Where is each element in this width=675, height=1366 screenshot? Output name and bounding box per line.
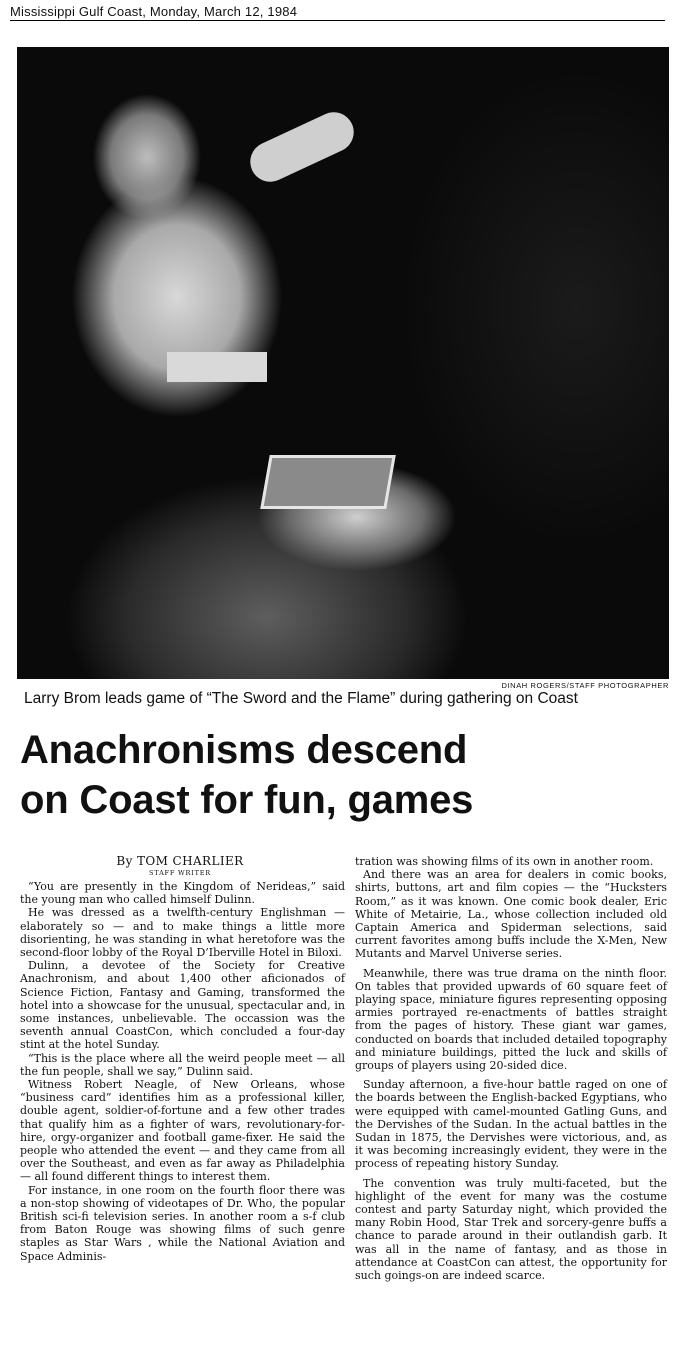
photo-box <box>167 352 267 382</box>
headline-line-1: Anachronisms descend <box>20 728 468 772</box>
paragraph: Witness Robert Neagle, of New Orleans, whose “business card” identifies him as a professional killer, double agent, soldier-of-fortune and a few other trades that qualify him as a fighter of wars, revolutionary-for-hire, orgy-organizer and football game-fixer. He said the people who attended the event — and they came from all over the Southeast, and even as far away as Philadelphia — all found different things to interest them. <box>20 1078 345 1184</box>
paragraph: Sunday afternoon, a five-hour battle raged on one of the boards between the English-backed Egyptians, who were equipped with camel-mounted Gatling Guns, and the Dervishes of the Sudan. In the actual battles in the Sudan in 1875, the Dervishes were victorious, and, as it was becoming increasingly evident, they were in the process of repeating history Sunday. <box>355 1078 667 1171</box>
paragraph: He was dressed as a twelfth-century Englishman — elaborately so — and to make things a little more disorienting, he was standing in what heretofore was the second-floor lobby of the Royal D’Iberville Hotel in Biloxi. <box>20 906 345 960</box>
headline <box>20 725 670 825</box>
paragraph: tration was showing films of its own in another room. <box>355 855 654 868</box>
paragraph: Dulinn, a devotee of the Society for Creative Anachronism, and about 1,400 other aficionados of Science Fiction, Fantasy and Gaming, transformed the hotel into a showcase for the unusual, spectacular and, in some instances, unbelievable. The occassion was the seventh annual CoastCon, which concluded a four-day stint at the hotel Sunday. <box>20 959 345 1052</box>
paragraph: For instance, in one room on the fourth floor there was a non-stop showing of videotapes of Dr. Who, the popular British sci-fi television series. In another room a s-f club from Baton Rouge was showing films of such genre staples as Star Wars , while the National Aviation and Space Adminis- <box>20 1183 345 1263</box>
photo-credit: DINAH ROGERS/STAFF PHOTOGRAPHER <box>501 681 669 690</box>
masthead-rule <box>10 20 665 21</box>
paragraph: Meanwhile, there was true drama on the ninth floor. On tables that provided upwards of 60 square feet of playing space, miniature figures representing opposing armies portrayed re-enactments of battles straight from the pages of history. These giant war games, conducted on boards that included detailed topography and miniature buildings, pitted the luck and skills of groups of players using 20-sided dice. <box>355 966 667 1073</box>
byline-title: STAFF WRITER <box>149 869 211 877</box>
paragraph: “This is the place where all the weird people meet — all the fun people, shall we say,” Dulinn said. <box>20 1051 345 1078</box>
byline: By TOM CHARLIER <box>116 854 244 868</box>
article-column-right <box>355 855 667 1282</box>
paragraph: And there was an area for dealers in comic books, shirts, buttons, art and film copies — the “Hucksters Room,” as it was known. One comic book dealer, Eric White of Metairie, La., whose collection included old Captain America and Spiderman selections, said current favorites among buffs include the X-Men, New Mutants and Marvel Universe series. <box>355 868 667 961</box>
photo-figure-arm <box>244 106 361 189</box>
paragraph: “You are presently in the Kingdom of Nerideas,” said the young man who called himself Dulinn. <box>20 880 345 907</box>
paragraph: The convention was truly multi-faceted, but the highlight of the event for many was the costume contest and party Saturday night, which provided the many Robin Hood, Star Trek and sorcery-genre buffs a chance to parade around in their outlandish garb. It was all in the name of fantasy, and as those in attendance at CoastCon can attest, the opportunity for such goings-on are indeed scarce. <box>355 1176 667 1283</box>
photo-caption: Larry Brom leads game of “The Sword and the Flame” during gathering on Coast <box>24 690 578 707</box>
masthead: Mississippi Gulf Coast, Monday, March 12, 1984 <box>10 4 298 19</box>
headline-line-2: on Coast for fun, games <box>20 778 474 822</box>
photo-dice-tray <box>260 455 396 509</box>
news-photo <box>17 47 669 679</box>
article-column-left <box>20 880 345 1263</box>
